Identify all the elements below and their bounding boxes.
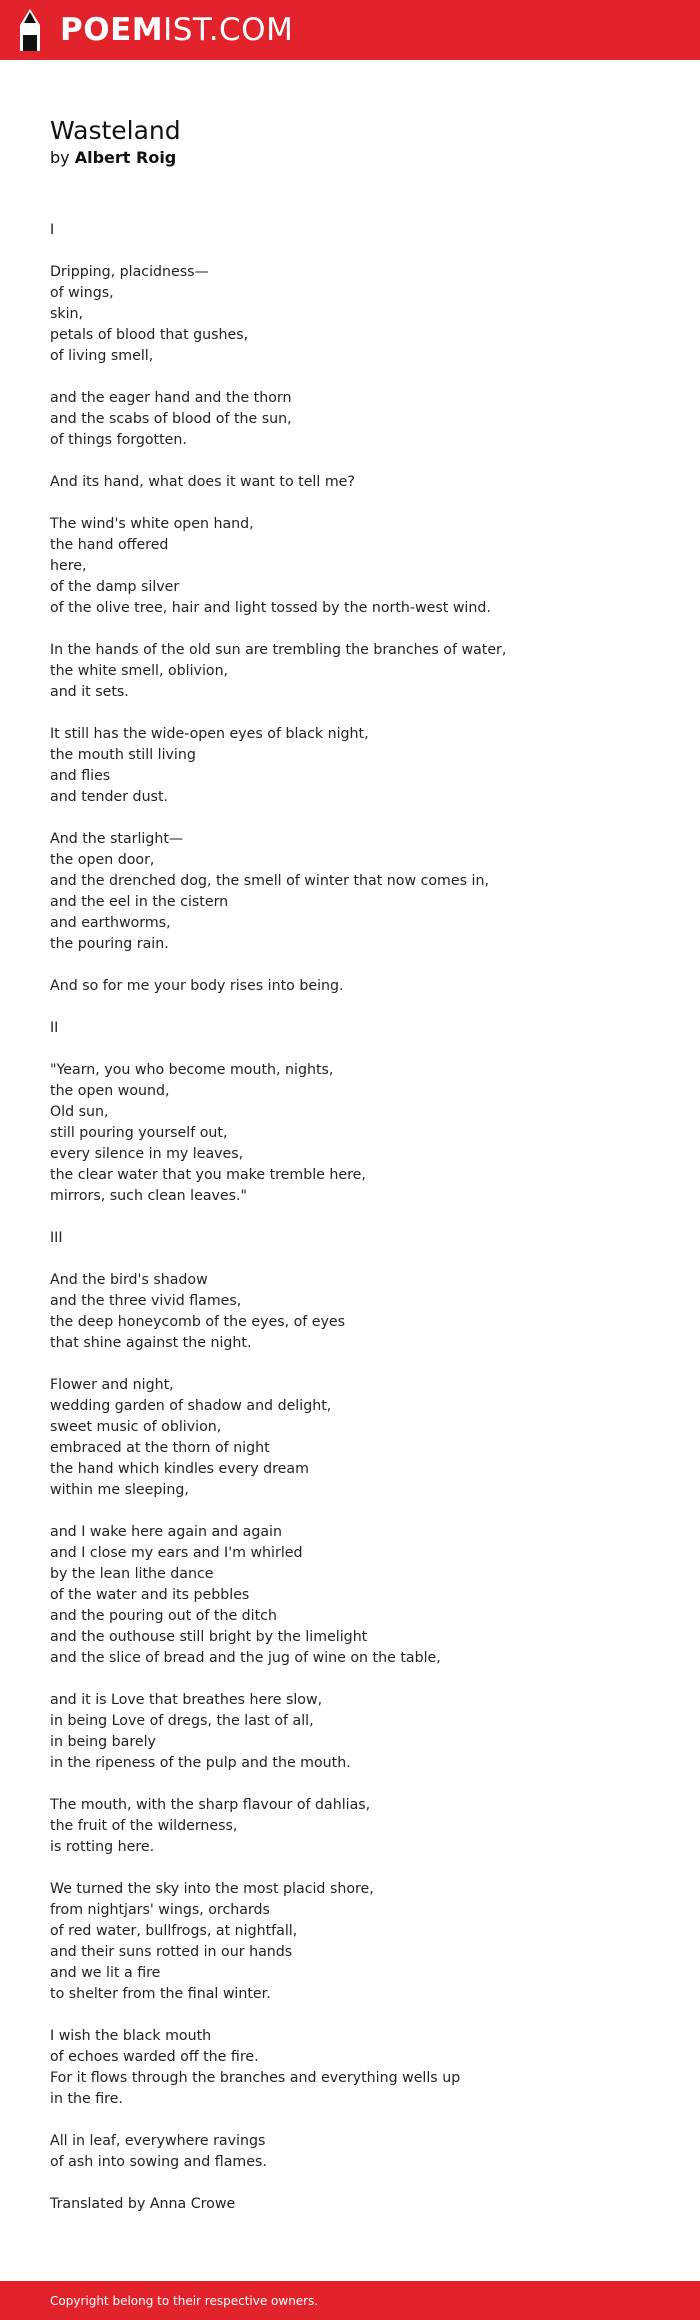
poem-line: from nightjars' wings, orchards bbox=[50, 1902, 270, 1918]
site-logo[interactable] bbox=[60, 11, 293, 49]
stanza-break bbox=[50, 2110, 660, 2131]
poem-line: of the water and its pebbles bbox=[50, 1587, 250, 1603]
logo-thin-text: IST.COM bbox=[163, 12, 294, 48]
poem-line: Dripping, placidness— bbox=[50, 264, 209, 280]
poem-line: and earthworms, bbox=[50, 915, 171, 931]
poem-line: the white smell, oblivion, bbox=[50, 663, 229, 679]
stanza-break bbox=[50, 1501, 660, 1522]
poem-line: the open door, bbox=[50, 852, 155, 868]
poem-line: the hand offered bbox=[50, 537, 169, 553]
stanza-break bbox=[50, 808, 660, 829]
poem-line: still pouring yourself out, bbox=[50, 1125, 228, 1141]
poem-line: within me sleeping, bbox=[50, 1482, 189, 1498]
poem-line: and it is Love that breathes here slow, bbox=[50, 1692, 323, 1708]
poem-line: here, bbox=[50, 558, 87, 574]
poem-line: the mouth still living bbox=[50, 747, 196, 763]
stanza-break bbox=[50, 1249, 660, 1270]
stanza-break bbox=[50, 1354, 660, 1375]
poem-author[interactable]: Albert Roig bbox=[74, 148, 177, 167]
stanza-break bbox=[50, 1774, 660, 1795]
poem-line: and the eel in the cistern bbox=[50, 894, 229, 910]
stanza-break bbox=[50, 451, 660, 472]
stanza-break bbox=[50, 1669, 660, 1690]
stanza-break bbox=[50, 493, 660, 514]
poem-line: by the lean lithe dance bbox=[50, 1566, 214, 1582]
poem-line: the open wound, bbox=[50, 1083, 170, 1099]
poem-line: I bbox=[50, 222, 55, 238]
poem-line: and I close my ears and I'm whirled bbox=[50, 1545, 303, 1561]
stanza-break bbox=[50, 619, 660, 640]
poem-line: And the bird's shadow bbox=[50, 1272, 208, 1288]
poem-line: the fruit of the wilderness, bbox=[50, 1818, 238, 1834]
poem-line: Translated by Anna Crowe bbox=[50, 2196, 236, 2212]
poem-line: wedding garden of shadow and delight, bbox=[50, 1398, 332, 1414]
poem-line: The wind's white open hand, bbox=[50, 516, 254, 532]
poem-line: of red water, bullfrogs, at nightfall, bbox=[50, 1923, 298, 1939]
site-header bbox=[0, 0, 700, 60]
poem-line: of things forgotten. bbox=[50, 432, 187, 448]
poem-line: In the hands of the old sun are trembling the branches of water, bbox=[50, 642, 507, 658]
stanza-break bbox=[50, 955, 660, 976]
poem-line: And so for me your body rises into being. bbox=[50, 978, 344, 994]
poem-line: of the olive tree, hair and light tossed by the north-west wind. bbox=[50, 600, 491, 616]
stanza-break bbox=[50, 2173, 660, 2194]
stanza-break bbox=[50, 1039, 660, 1060]
poem-line: of ash into sowing and flames. bbox=[50, 2154, 267, 2170]
stanza-break bbox=[50, 2005, 660, 2026]
poem-line: mirrors, such clean leaves." bbox=[50, 1188, 248, 1204]
poem-byline bbox=[50, 147, 176, 169]
copyright-notice: Copyright belong to their respective owners. bbox=[50, 2294, 319, 2308]
stanza-break bbox=[50, 241, 660, 262]
poem-line: and I wake here again and again bbox=[50, 1524, 282, 1540]
poem-line: II bbox=[50, 1020, 59, 1036]
poem-line: of living smell, bbox=[50, 348, 154, 364]
poem-line: that shine against the night. bbox=[50, 1335, 252, 1351]
poem-line: The mouth, with the sharp flavour of dahlias, bbox=[50, 1797, 371, 1813]
poem-line: sweet music of oblivion, bbox=[50, 1419, 222, 1435]
poem-line: and the drenched dog, the smell of winter that now comes in, bbox=[50, 873, 489, 889]
poem-line: of wings, bbox=[50, 285, 114, 301]
logo-bold-text: POEM bbox=[60, 12, 164, 48]
poem-line: And its hand, what does it want to tell me? bbox=[50, 474, 355, 490]
poem-line: Flower and night, bbox=[50, 1377, 174, 1393]
poem-body bbox=[50, 220, 660, 2215]
poem-line: skin, bbox=[50, 306, 84, 322]
poem-line: For it flows through the branches and everything wells up bbox=[50, 2070, 461, 2086]
poem-line: and the slice of bread and the jug of wine on the table, bbox=[50, 1650, 441, 1666]
stanza-break bbox=[50, 1207, 660, 1228]
stanza-break bbox=[50, 997, 660, 1018]
poem-line: and the outhouse still bright by the limelight bbox=[50, 1629, 368, 1645]
poem-line: III bbox=[50, 1230, 63, 1246]
poem-line: in the ripeness of the pulp and the mouth. bbox=[50, 1755, 351, 1771]
poem-line: and their suns rotted in our hands bbox=[50, 1944, 293, 1960]
poem-line: the deep honeycomb of the eyes, of eyes bbox=[50, 1314, 346, 1330]
poem-line: is rotting here. bbox=[50, 1839, 155, 1855]
poem-line: and the three vivid flames, bbox=[50, 1293, 242, 1309]
poem-line: and the scabs of blood of the sun, bbox=[50, 411, 292, 427]
stanza-break bbox=[50, 703, 660, 724]
poem-line: the pouring rain. bbox=[50, 936, 169, 952]
poem-line: the clear water that you make tremble here, bbox=[50, 1167, 366, 1183]
poem-title: Wasteland bbox=[50, 116, 181, 145]
poem-line: All in leaf, everywhere ravings bbox=[50, 2133, 266, 2149]
stanza-break bbox=[50, 367, 660, 388]
poem-line: in being Love of dregs, the last of all, bbox=[50, 1713, 314, 1729]
poem-line: and the pouring out of the ditch bbox=[50, 1608, 277, 1624]
poem-line: and the eager hand and the thorn bbox=[50, 390, 292, 406]
poem-line: embraced at the thorn of night bbox=[50, 1440, 270, 1456]
pen-nib-icon[interactable] bbox=[18, 9, 42, 51]
poem-line: Old sun, bbox=[50, 1104, 109, 1120]
poem-line: It still has the wide-open eyes of black night, bbox=[50, 726, 369, 742]
poem-line: and it sets. bbox=[50, 684, 129, 700]
poem-line: petals of blood that gushes, bbox=[50, 327, 249, 343]
poem-line: to shelter from the final winter. bbox=[50, 1986, 271, 2002]
byline-prefix: by bbox=[50, 148, 70, 167]
poem-line: in being barely bbox=[50, 1734, 156, 1750]
stanza-break bbox=[50, 1858, 660, 1879]
poem-line: I wish the black mouth bbox=[50, 2028, 212, 2044]
poem-line: of the damp silver bbox=[50, 579, 180, 595]
poem-line: We turned the sky into the most placid shore, bbox=[50, 1881, 374, 1897]
poem-line: of echoes warded off the fire. bbox=[50, 2049, 259, 2065]
poem-line: and flies bbox=[50, 768, 111, 784]
poem-line: the hand which kindles every dream bbox=[50, 1461, 309, 1477]
poem-line: and we lit a fire bbox=[50, 1965, 161, 1981]
site-footer bbox=[0, 2281, 700, 2320]
poem-line: in the fire. bbox=[50, 2091, 123, 2107]
poem-line: and tender dust. bbox=[50, 789, 169, 805]
poem-line: every silence in my leaves, bbox=[50, 1146, 244, 1162]
poem-line: "Yearn, you who become mouth, nights, bbox=[50, 1062, 334, 1078]
poem-line: And the starlight— bbox=[50, 831, 184, 847]
